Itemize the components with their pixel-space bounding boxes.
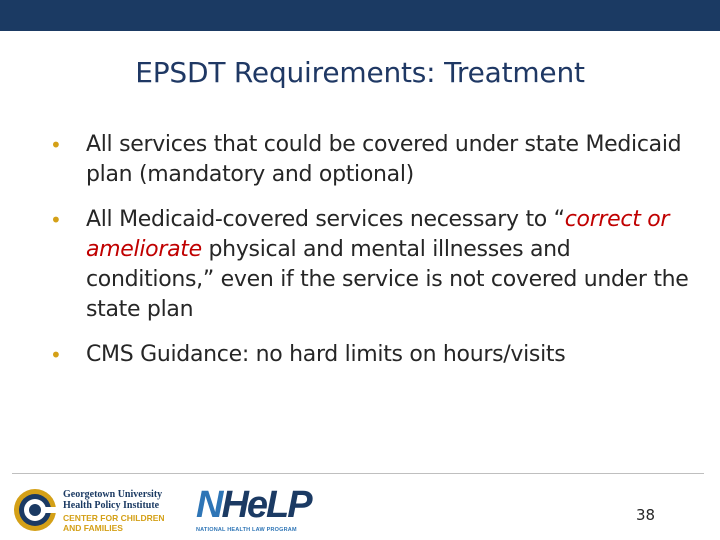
bullet-icon: •	[50, 208, 62, 232]
nhelp-wordmark-n: N	[196, 484, 222, 526]
nhelp-tagline: NATIONAL HEALTH LAW PROGRAM	[196, 527, 297, 533]
nhelp-logo	[196, 484, 314, 536]
bullet-text-suffix: physical and mental illnesses and conditions,” even if the service is not covered under the state plan	[86, 237, 689, 322]
bullet-item	[50, 130, 690, 190]
nhelp-wordmark	[196, 484, 311, 527]
top-banner	[0, 0, 720, 31]
bullet-list	[50, 130, 690, 385]
bullet-icon: •	[50, 343, 62, 367]
nhelp-wordmark-rest: HeLP	[221, 484, 311, 526]
georgetown-logo	[13, 487, 173, 533]
georgetown-families: AND FAMILIES	[63, 523, 123, 533]
georgetown-seal-icon	[13, 487, 59, 533]
georgetown-center: CENTER FOR CHILDREN	[63, 513, 165, 523]
slide-title: EPSDT Requirements: Treatment	[135, 56, 585, 89]
page-number: 38	[636, 506, 656, 524]
bullet-text: CMS Guidance: no hard limits on hours/visits	[86, 342, 566, 367]
bullet-text-prefix: All Medicaid-covered services necessary to “	[86, 207, 565, 232]
georgetown-institute: Health Policy Institute	[63, 500, 160, 511]
bullet-icon: •	[50, 133, 62, 157]
bullet-item	[50, 340, 690, 370]
bullet-item	[50, 205, 690, 325]
georgetown-name: Georgetown University	[63, 489, 163, 500]
bullet-emphasis: correct or ameliorate	[86, 207, 670, 262]
footer-divider	[12, 473, 704, 474]
bullet-text: All services that could be covered under state Medicaid plan (mandatory and optional)	[86, 132, 682, 187]
